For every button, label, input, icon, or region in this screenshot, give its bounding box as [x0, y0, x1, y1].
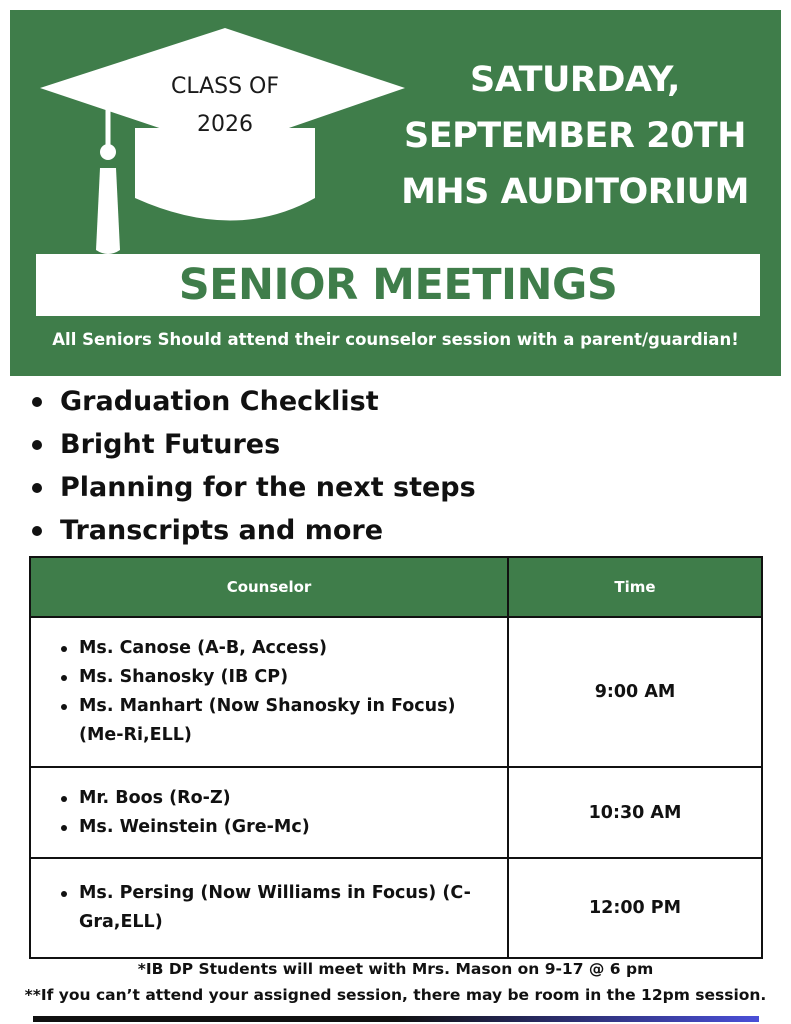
- counselor-item: Mr. Boos (Ro-Z): [51, 784, 497, 813]
- counselor-column-header: Counselor: [30, 557, 508, 617]
- table-header-row: [30, 557, 762, 617]
- list-item: Transcripts and more: [30, 509, 476, 552]
- time-cell: 10:30 AM: [508, 767, 762, 858]
- attendance-subtitle: All Seniors Should attend their counselor session with a parent/guardian!: [52, 330, 739, 349]
- counselor-item: Ms. Canose (A-B, Access): [51, 634, 497, 663]
- counselor-item: Ms. Persing (Now Williams in Focus) (C-Gra,ELL): [51, 879, 497, 937]
- counselor-cell: [30, 858, 508, 958]
- counselor-cell: [30, 617, 508, 767]
- table-row: [30, 617, 762, 767]
- event-date: SEPTEMBER 20TH: [404, 116, 746, 156]
- list-item: Bright Futures: [30, 423, 476, 466]
- counselor-cell: [30, 767, 508, 858]
- footer-divider: [33, 1016, 759, 1022]
- class-year-label: [130, 68, 320, 144]
- counselor-item: Ms. Weinstein (Gre-Mc): [51, 813, 497, 842]
- header-banner: [10, 10, 781, 376]
- schedule-table: [29, 556, 763, 959]
- table-row: [30, 767, 762, 858]
- class-year-text: 2026: [197, 112, 253, 137]
- cant-attend-note: **If you can’t attend your assigned session, there may be room in the 12pm session.: [24, 986, 767, 1004]
- counselor-item: Ms. Shanosky (IB CP): [51, 663, 497, 692]
- time-column-header: Time: [508, 557, 762, 617]
- list-item: Planning for the next steps: [30, 466, 476, 509]
- event-headline: [370, 52, 780, 220]
- ib-dp-note: *IB DP Students will meet with Mrs. Mason on 9-17 @ 6 pm: [137, 960, 654, 978]
- event-location: MHS AUDITORIUM: [401, 172, 749, 212]
- page-title: SENIOR MEETINGS: [178, 260, 618, 310]
- table-row: [30, 858, 762, 958]
- counselor-item: Ms. Manhart (Now Shanosky in Focus) (Me-Ri,ELL): [51, 692, 497, 750]
- time-cell: 9:00 AM: [508, 617, 762, 767]
- page-title-box: [36, 254, 760, 316]
- topic-list: [30, 380, 476, 552]
- time-cell: 12:00 PM: [508, 858, 762, 958]
- list-item: Graduation Checklist: [30, 380, 476, 423]
- class-of-text: CLASS OF: [170, 74, 280, 99]
- event-day: SATURDAY,: [470, 60, 680, 100]
